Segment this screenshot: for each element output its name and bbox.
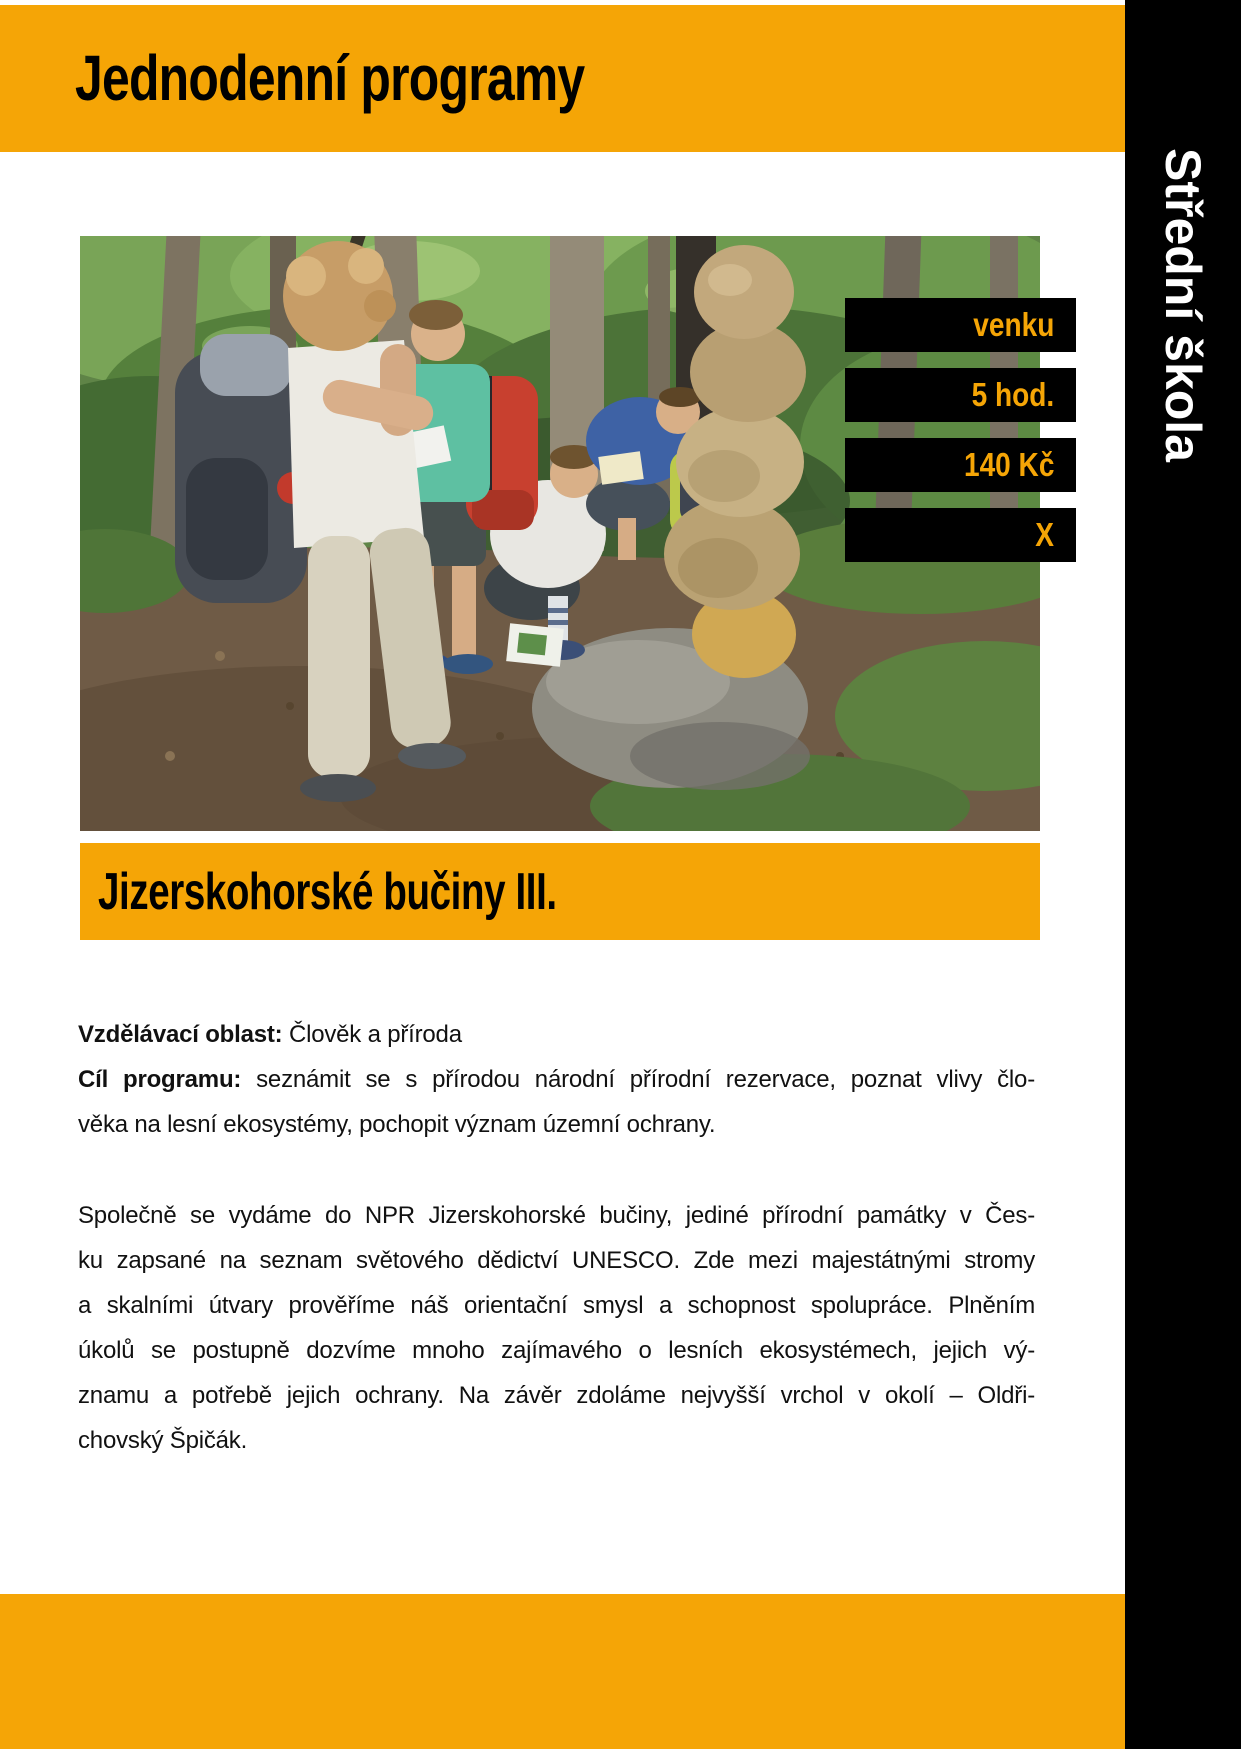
program-title-bar — [80, 843, 1040, 940]
badge-grade-label: X — [1035, 516, 1054, 553]
program-title: Jizerskohorské bučiny III. — [98, 862, 557, 921]
badge-price — [845, 438, 1076, 492]
info-label: Cíl programu: — [78, 1066, 242, 1093]
info-line — [78, 1102, 1035, 1147]
badge-list — [845, 298, 1076, 578]
info-value: seznámit se s přírodou národní přírodní rezervace, poznat vlivy člo- — [241, 1066, 1035, 1093]
paragraph-line: znamu a potřebě jejich ochrany. Na závěr zdoláme nejvyšší vrchol v okolí – Oldři- — [78, 1382, 1035, 1409]
badge-duration-label: 5 hod. — [971, 376, 1054, 413]
header-band — [0, 5, 1125, 152]
paragraph-line: Společně se vydáme do NPR Jizerskohorské bučiny, jediné přírodní památky v Čes- — [78, 1202, 1035, 1229]
footer-band — [0, 1594, 1125, 1749]
badge-grade — [845, 508, 1076, 562]
info-line — [78, 1012, 1035, 1057]
info-line — [78, 1057, 1035, 1102]
program-description — [78, 1012, 1035, 1463]
paragraph-line: ku zapsané na seznam světového dědictví UNESCO. Zde mezi majestátnými stromy — [78, 1247, 1035, 1274]
badge-price-label: 140 Kč — [963, 446, 1054, 483]
side-band — [1125, 0, 1241, 1749]
badge-duration — [845, 368, 1076, 422]
paragraph-line: a skalními útvary prověříme náš orientační smysl a schopnost spolupráce. Plněním — [78, 1292, 1035, 1319]
info-value: věka na lesní ekosystémy, pochopit význam územní ochrany. — [78, 1111, 716, 1138]
info-label: Vzdělávací oblast: — [78, 1021, 283, 1048]
section-label-vertical: Střední škola — [1155, 148, 1211, 462]
badge-venue-label: venku — [972, 306, 1054, 343]
paragraph-line: úkolů se postupně dozvíme mnoho zajímavého o lesních ekosystémech, jejich vý- — [78, 1337, 1035, 1364]
paragraph-line: chovský Špičák. — [78, 1427, 248, 1454]
page-title: Jednodenní programy — [75, 42, 585, 114]
badge-venue — [845, 298, 1076, 352]
info-value: Člověk a příroda — [282, 1021, 462, 1048]
paragraph-gap — [78, 1147, 1035, 1193]
